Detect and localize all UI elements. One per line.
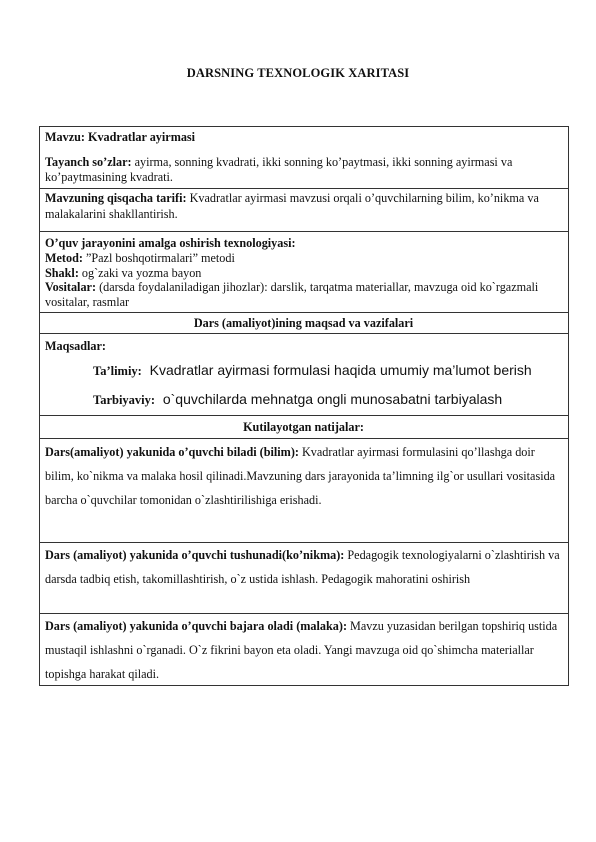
goals-section-heading: Dars (amaliyot)ining maqsad va vazifalari xyxy=(39,312,569,333)
method-label: Metod: xyxy=(45,250,83,265)
process-row xyxy=(39,231,569,312)
method-text: ”Pazl boshqotirmalari” metodi xyxy=(85,250,235,265)
knowledge-label: Dars(amaliyot) yakunida o’quvchi biladi (bilim): xyxy=(45,445,299,459)
form-label: Shakl: xyxy=(45,265,79,280)
understanding-text: Pedagogik texnologiyalarni o`zlashtirish va darsda tadbiq etish, takomillashtirish, o`z ustida ishlash. Pedagogik mahoratini oshirish xyxy=(45,548,560,586)
upbringing-text: o`quvchilarda mehnatga ongli munosabatni tarbiyalash xyxy=(162,391,503,407)
summary-row xyxy=(39,188,569,231)
knowledge-row xyxy=(39,438,569,542)
summary-text: Kvadratlar ayirmasi mavzusi orqali o’quvchilarning bilim, ko’nikma va malakalarini shakllantirish. xyxy=(45,191,539,221)
summary-label: Mavzuning qisqacha tarifi: xyxy=(45,191,187,205)
document-title: DARSNING TEXNOLOGIK XARITASI xyxy=(186,66,410,80)
technology-map-table xyxy=(39,126,569,686)
topic-row xyxy=(39,126,569,188)
keywords-label: Tayanch so’zlar: xyxy=(45,155,132,169)
educational-label: Ta’limiy: xyxy=(93,364,142,378)
topic-label: Mavzu: xyxy=(45,130,85,144)
upbringing-label: Tarbiyaviy: xyxy=(93,393,156,407)
results-section-heading: Kutilayotgan natijalar: xyxy=(39,415,569,438)
tools-label: Vositalar: xyxy=(45,280,97,295)
knowledge-text: Kvadratlar ayirmasi formulasini qo’llashga doir bilim, ko`nikma va malaka hosil qilinadi.Mavzuning dars jarayonida ta’limning ilg`or usullari vositasida barcha o`quvchilar tomonidan o`zlashtirilishiga erishadi. xyxy=(45,445,556,507)
topic-value: Kvadratlar ayirmasi xyxy=(87,130,196,144)
keywords-text: ayirma, sonning kvadrati, ikki sonning ko’paytmasi, ikki sonning ayirmasi va ko’paytmasining kvadrati. xyxy=(45,155,513,184)
goals-row xyxy=(39,333,569,415)
understanding-label: Dars (amaliyot) yakunida o’quvchi tushunadi(ko’nikma): xyxy=(45,548,345,562)
process-heading: O’quv jarayonini amalga oshirish texnologiyasi: xyxy=(45,236,296,250)
skills-label: Dars (amaliyot) yakunida o’quvchi bajara oladi (malaka): xyxy=(45,619,347,633)
educational-text: Kvadratlar ayirmasi formulasi haqida umumiy ma’lumot berish xyxy=(149,362,532,378)
understanding-row xyxy=(39,542,569,613)
skills-text: Mavzu yuzasidan berilgan topshiriq ustida mustaqil ishlashni o`rganadi. O`z fikrini bayon eta oladi. Yangi mavzuga oid qo`shimcha materiallar topishga harakat qiladi. xyxy=(45,619,558,681)
skills-row xyxy=(39,613,569,686)
form-text: og`zaki va yozma bayon xyxy=(81,265,202,280)
goals-heading: Maqsadlar: xyxy=(45,339,106,353)
tools-text: (darsda foydalaniladigan jihozlar): darslik, tarqatma materiallar, mavzuga oid ko`rgazmali vositalar, rasmlar xyxy=(45,280,539,310)
